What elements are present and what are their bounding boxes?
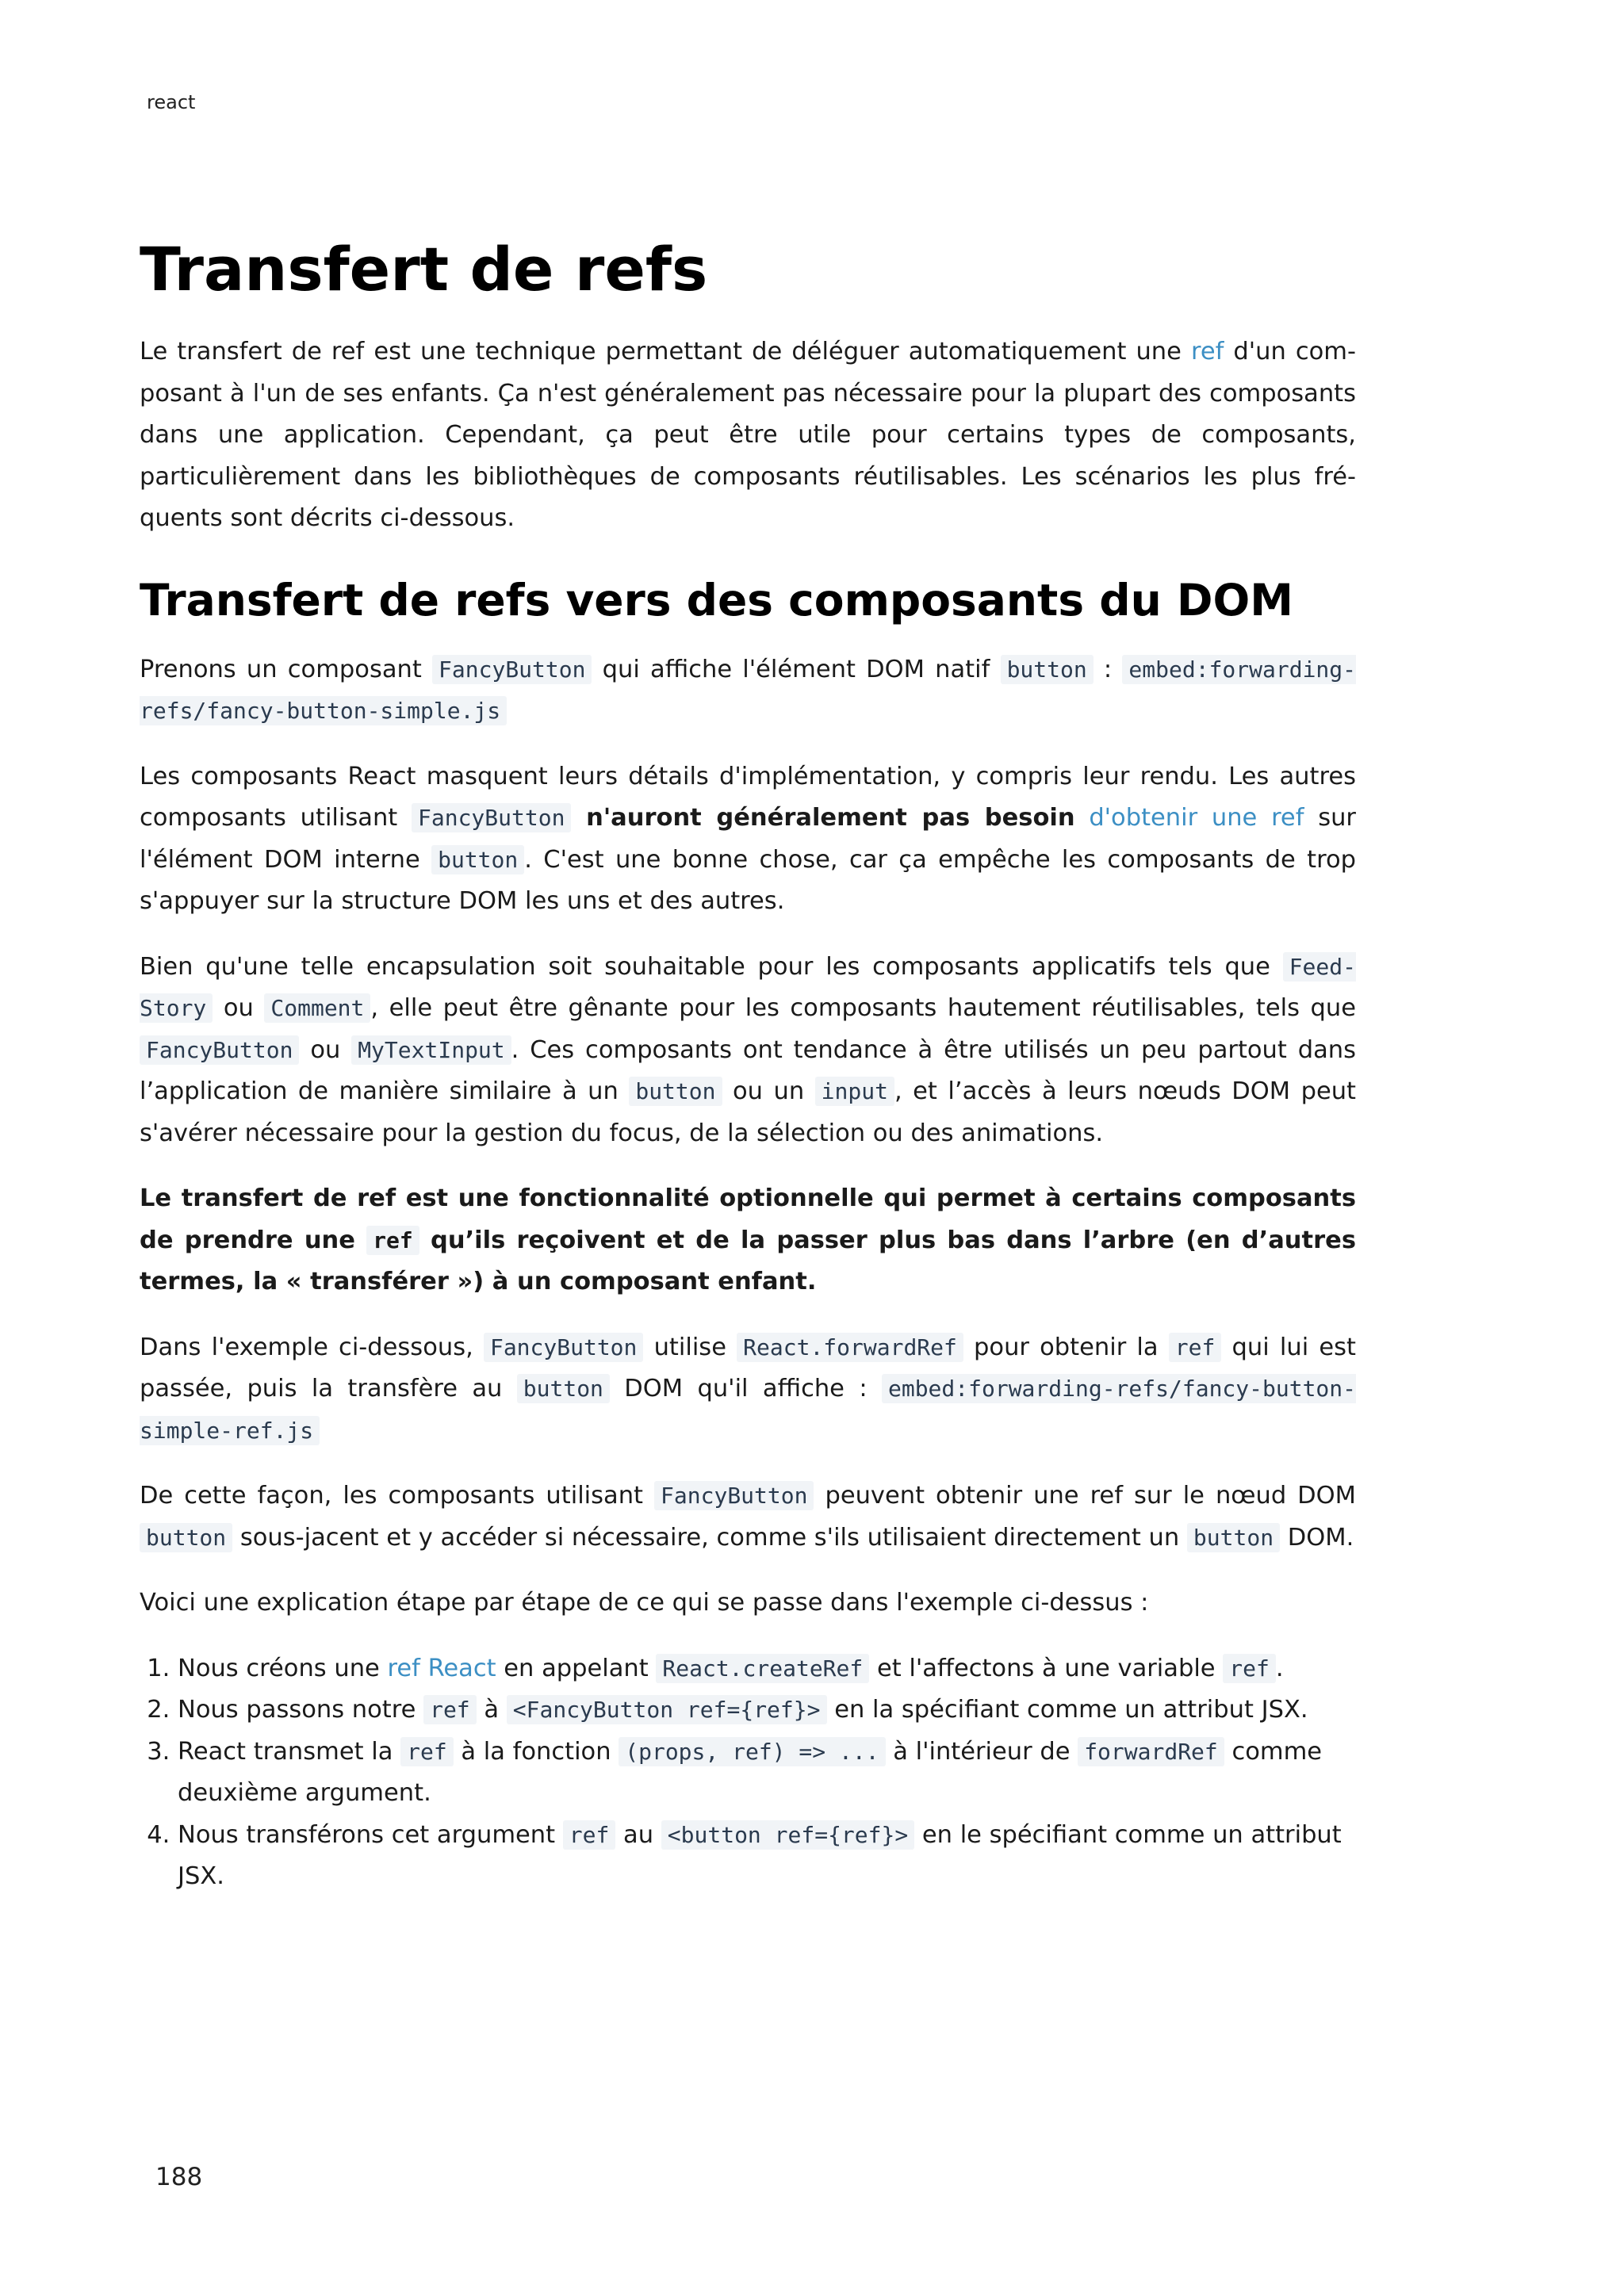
page-title: Transfert de refs <box>140 234 708 304</box>
text-span: à l'intérieur de <box>885 1737 1078 1766</box>
text-span: DOM. <box>1280 1523 1354 1552</box>
text-span: : <box>1093 655 1123 683</box>
paragraph-steps-intro: Voici une explication étape par étape de ce qui se passe dans l'exemple ci-dessus : <box>140 1589 1149 1617</box>
text-span: DOM qu'il affiche : <box>609 1375 882 1402</box>
inline-code: FeedStory <box>140 953 1356 1021</box>
inline-code: button <box>140 1523 232 1552</box>
steps-list <box>140 1648 1356 1898</box>
ref-link[interactable]: ref <box>1190 338 1224 365</box>
bold-text: n'auront généralement pas besoin <box>571 804 1075 832</box>
text-span: en appelant <box>496 1654 657 1682</box>
text-span: ou <box>299 1035 352 1064</box>
inline-code: (props, ref) => ... <box>619 1737 885 1766</box>
text-span: Nous créons une <box>178 1654 388 1682</box>
ref-react-link[interactable]: ref React <box>387 1654 496 1682</box>
inline-code: button <box>431 845 524 874</box>
list-item <box>178 1815 1356 1898</box>
text-span: sur l'élément DOM interne <box>140 804 1356 874</box>
inline-code: React.forwardRef <box>737 1333 963 1362</box>
text-span: à <box>476 1696 507 1724</box>
inline-code: ref <box>563 1820 616 1850</box>
text-span: en la spécifiant comme un attribut JSX. <box>826 1696 1308 1724</box>
inline-code: ref <box>400 1737 454 1766</box>
text-span: Nous transférons cet argument <box>178 1820 563 1849</box>
text-span: utilise <box>643 1333 737 1361</box>
inline-code: ref <box>423 1695 477 1724</box>
paragraph-encapsulation <box>140 756 1356 923</box>
text-span <box>1075 804 1090 832</box>
inline-code: <button ref={ref}> <box>661 1820 914 1850</box>
text-span: De cette façon, les composants utilisant <box>140 1482 655 1510</box>
inline-code: MyTextInput <box>351 1035 511 1065</box>
inline-code: FancyButton <box>432 655 592 684</box>
inline-code: button <box>1001 655 1094 684</box>
text-span: ou un <box>722 1077 815 1105</box>
inline-code: forwardRef <box>1078 1737 1224 1766</box>
text-span: pour obtenir la <box>963 1333 1169 1361</box>
paragraph-reusable-components <box>140 947 1356 1155</box>
list-item <box>178 1648 1356 1690</box>
inline-code: ref <box>1169 1333 1222 1362</box>
list-item <box>178 1732 1356 1815</box>
text-span: et l'affectons à une variable <box>869 1654 1224 1682</box>
text-span: . Ces composants ont tendance à être utilisés un peu partout dans l’application de manière similaire à un <box>140 1035 1356 1105</box>
text-span: sous-jacent et y accéder si nécessaire, comme s'ils utilisaient directement un <box>232 1523 1187 1552</box>
page-number: 188 <box>155 2163 203 2191</box>
inline-code: input <box>815 1077 894 1106</box>
text-span: Les composants React masquent leurs détails d'implémentation, y compris leur rendu. Les autres composants utilisant <box>140 762 1356 832</box>
text-span: . C'est une bonne chose, car ça empêche les composants de trop s'appuyer sur la structure DOM les uns et des autres. <box>140 845 1356 915</box>
inline-code: embed:forwarding-refs/fancy-button-simple-ref.js <box>140 1376 1356 1444</box>
text-span: au <box>615 1820 661 1849</box>
text-span: qu’ils reçoivent et de la passer plus bas dans l’arbre (en d’autres termes, la « transférer ») à un composant enfant. <box>140 1226 1356 1295</box>
inline-code: FancyButton <box>654 1481 814 1510</box>
text-span: qui lui est passée, puis la transfère au <box>140 1333 1356 1402</box>
inline-code: FancyButton <box>484 1333 643 1362</box>
inline-code: ref <box>366 1226 419 1255</box>
text-span: , et l’accès à leurs nœuds DOM peut s'avérer nécessaire pour la gestion du focus, de la sélection ou des animations. <box>140 1077 1356 1147</box>
inline-code: ref <box>1223 1654 1276 1683</box>
text-span: en le spécifiant comme un attribut JSX. <box>178 1820 1342 1890</box>
inline-code: FancyButton <box>412 803 571 832</box>
inline-code: button <box>1187 1523 1280 1552</box>
text-span: d'un composant à l'un de ses enfants. Ça n'est généralement pas nécessaire pour la plupart des composants dans une application. Cependant, ça peut être utile pour certains types de composants, particulièrement dans les bibliothèques de composants réutilisables. Les scénarios les plus fréquents sont décrits ci-dessous. <box>140 338 1357 532</box>
section-heading: Transfert de refs vers des composants du DOM <box>140 574 1294 626</box>
text-span: Bien qu'une telle encapsulation soit souhaitable pour les composants applicatifs tels que <box>140 952 1283 981</box>
text-span: peuvent obtenir une ref sur le nœud DOM <box>814 1482 1356 1510</box>
inline-code: button <box>517 1374 610 1403</box>
page-content <box>140 230 1356 1898</box>
text-span: ou <box>213 994 265 1022</box>
paragraph-optional-feature <box>140 1178 1356 1303</box>
paragraph-result <box>140 1475 1356 1559</box>
list-item <box>178 1689 1356 1732</box>
paragraph-forwardref-example <box>140 1327 1356 1452</box>
inline-code: <FancyButton ref={ref}> <box>507 1695 827 1724</box>
running-header: react <box>147 91 196 113</box>
inline-code: FancyButton <box>140 1035 299 1065</box>
text-span: Prenons un composant <box>140 655 433 683</box>
inline-code: embed:forwarding-refs/fancy-button-simple.js <box>140 656 1356 724</box>
text-span: , elle peut être gênante pour les composants hautement réutilisables, tels que <box>370 994 1356 1022</box>
inline-code: Comment <box>264 993 370 1023</box>
paragraph-fancybutton-example <box>140 649 1356 733</box>
text-span: qui affiche l'élément DOM natif <box>592 655 1001 683</box>
inline-code: button <box>629 1077 722 1106</box>
intro-paragraph <box>140 331 1356 540</box>
text-span: comme deuxième argument. <box>178 1737 1323 1807</box>
text-span: Dans l'exemple ci-dessous, <box>140 1333 484 1361</box>
inline-code: React.createRef <box>656 1654 869 1683</box>
text-span: Le transfert de ref est une fonctionnalité optionnelle qui permet à certains composants de prendre une <box>140 1184 1356 1254</box>
text-span: . <box>1275 1654 1284 1682</box>
text-span: Le transfert de ref est une technique permettant de déléguer automatiquement une <box>140 338 1191 365</box>
text-span: à la fonction <box>453 1737 619 1766</box>
text-span: React transmet la <box>178 1737 401 1766</box>
obtain-ref-link[interactable]: d'obtenir une ref <box>1089 804 1304 832</box>
text-span: Nous passons notre <box>178 1696 424 1724</box>
